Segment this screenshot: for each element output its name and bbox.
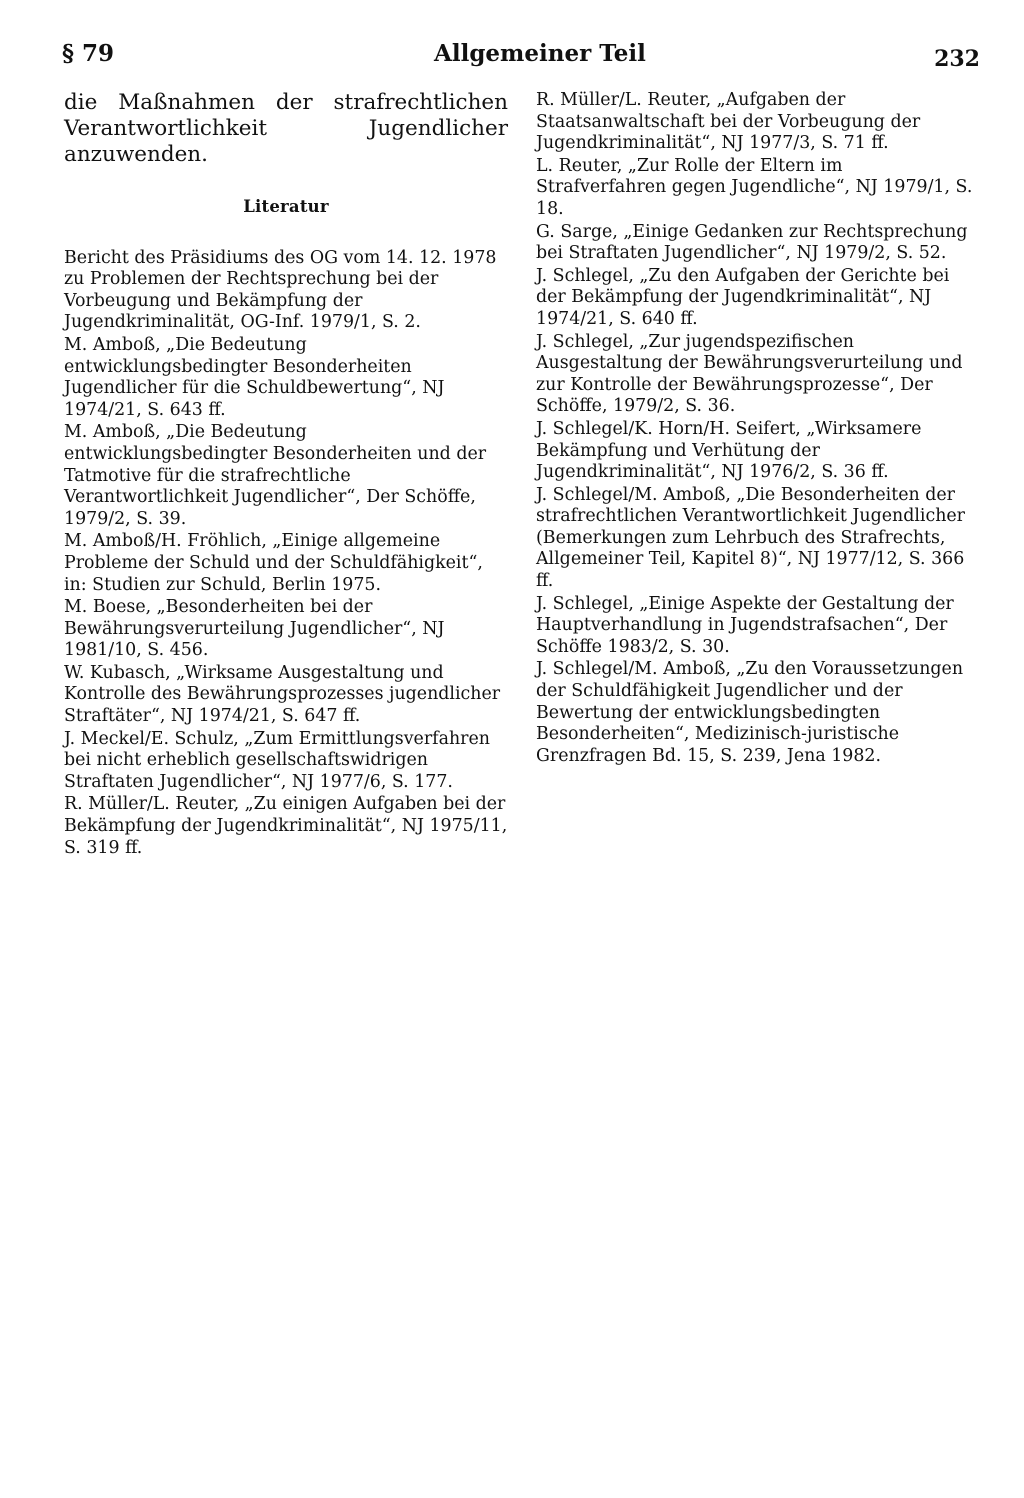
right-column — [536, 90, 976, 768]
literature-heading: Literatur — [243, 197, 329, 216]
reference-entry: R. Müller/L. Reuter, „Zu einigen Aufgaben bei der Bekämpfung der Jugendkriminalität“, NJ 1975/11, S. 319 ff. — [64, 794, 508, 858]
left-reference-list — [64, 248, 508, 860]
reference-entry: J. Meckel/E. Schulz, „Zum Ermittlungsverfahren bei nicht erheblich gesellschaftswidrigen Straftaten Jugendlicher“, NJ 1977/6, S. 177. — [64, 728, 490, 792]
reference-entry: M. Amboß/H. Fröhlich, „Einige allgemeine Probleme der Schuld und der Schuldfähigkeit“, in: Studien zur Schuld, Berlin 1975. — [64, 531, 483, 595]
reference-entry: J. Schlegel, „Einige Aspekte der Gestaltung der Hauptverhandlung in Jugendstrafsachen“, Der Schöffe 1983/2, S. 30. — [536, 593, 954, 657]
reference-entry: J. Schlegel, „Zu den Aufgaben der Gerichte bei der Bekämpfung der Jugendkriminalität“, NJ 1974/21, S. 640 ff. — [536, 265, 950, 329]
reference-entry: L. Reuter, „Zur Rolle der Eltern im Strafverfahren gegen Jugendliche“, NJ 1979/1, S. 18. — [536, 155, 973, 219]
reference-entry: M. Boese, „Besonderheiten bei der Bewährungsverurteilung Jugendlicher“, NJ 1981/10, S. 456. — [64, 597, 445, 661]
reference-entry: J. Schlegel/M. Amboß, „Zu den Voraussetzungen der Schuldfähigkeit Jugendlicher und der Bewertung der entwicklungsbedingten Besonderheiten“, Medizinisch-juristische Grenzfragen Bd. 15, S. 239, Jena 1982. — [536, 659, 964, 766]
reference-entry: J. Schlegel, „Zur jugendspezifischen Ausgestaltung der Bewährungsverurteilung und zur Kontrolle der Bewährungsprozesse“, Der Schöffe, 1979/2, S. 36. — [536, 331, 963, 417]
running-title: Allgemeiner Teil — [434, 40, 646, 67]
reference-entry: J. Schlegel/K. Horn/H. Seifert, „Wirksamere Bekämpfung und Verhütung der Jugendkriminalität“, NJ 1976/2, S. 36 ff. — [536, 418, 922, 483]
reference-entry: W. Kubasch, „Wirksame Ausgestaltung und Kontrolle des Bewährungsprozesses jugendlicher Straftäter“, NJ 1974/21, S. 647 ff. — [64, 662, 501, 727]
left-column — [64, 90, 508, 860]
page-number: 232 — [934, 46, 980, 72]
right-reference-list — [536, 90, 976, 767]
running-header — [62, 40, 980, 74]
reference-entry: R. Müller/L. Reuter, „Aufgaben der Staatsanwaltschaft bei der Vorbeugung der Jugendkriminalität“, NJ 1977/3, S. 71 ff. — [536, 90, 921, 154]
reference-entry: Bericht des Präsidiums des OG vom 14. 12. 1978 zu Problemen der Rechtsprechung bei der Vorbeugung und Bekämpfung der Jugendkriminalität, OG-Inf. 1979/1, S. 2. — [64, 247, 497, 333]
section-number: § 79 — [62, 40, 115, 67]
reference-entry: M. Amboß, „Die Bedeutung entwicklungsbedingter Besonderheiten und der Tatmotive für die strafrechtliche Verantwortlichkeit Jugendlicher“, Der Schöffe, 1979/2, S. 39. — [64, 422, 487, 529]
reference-entry: M. Amboß, „Die Bedeutung entwicklungsbedingter Besonderheiten Jugendlicher für die Schuldbewertung“, NJ 1974/21, S. 643 ff. — [64, 334, 445, 420]
intro-paragraph: die Maßnahmen der strafrechtlichen Verantwortlichkeit Jugendlicher anzuwenden. — [64, 90, 508, 167]
reference-entry: J. Schlegel/M. Amboß, „Die Besonderheiten der strafrechtlichen Verantwortlichkeit Jugendlicher (Bemerkungen zum Lehrbuch des Strafrechts, Allgemeiner Teil, Kapitel 8)“, NJ 1977/12, S. 366 ff. — [536, 484, 965, 592]
reference-entry: G. Sarge, „Einige Gedanken zur Rechtsprechung bei Straftaten Jugendlicher“, NJ 1979/2, S. 52. — [536, 221, 968, 264]
